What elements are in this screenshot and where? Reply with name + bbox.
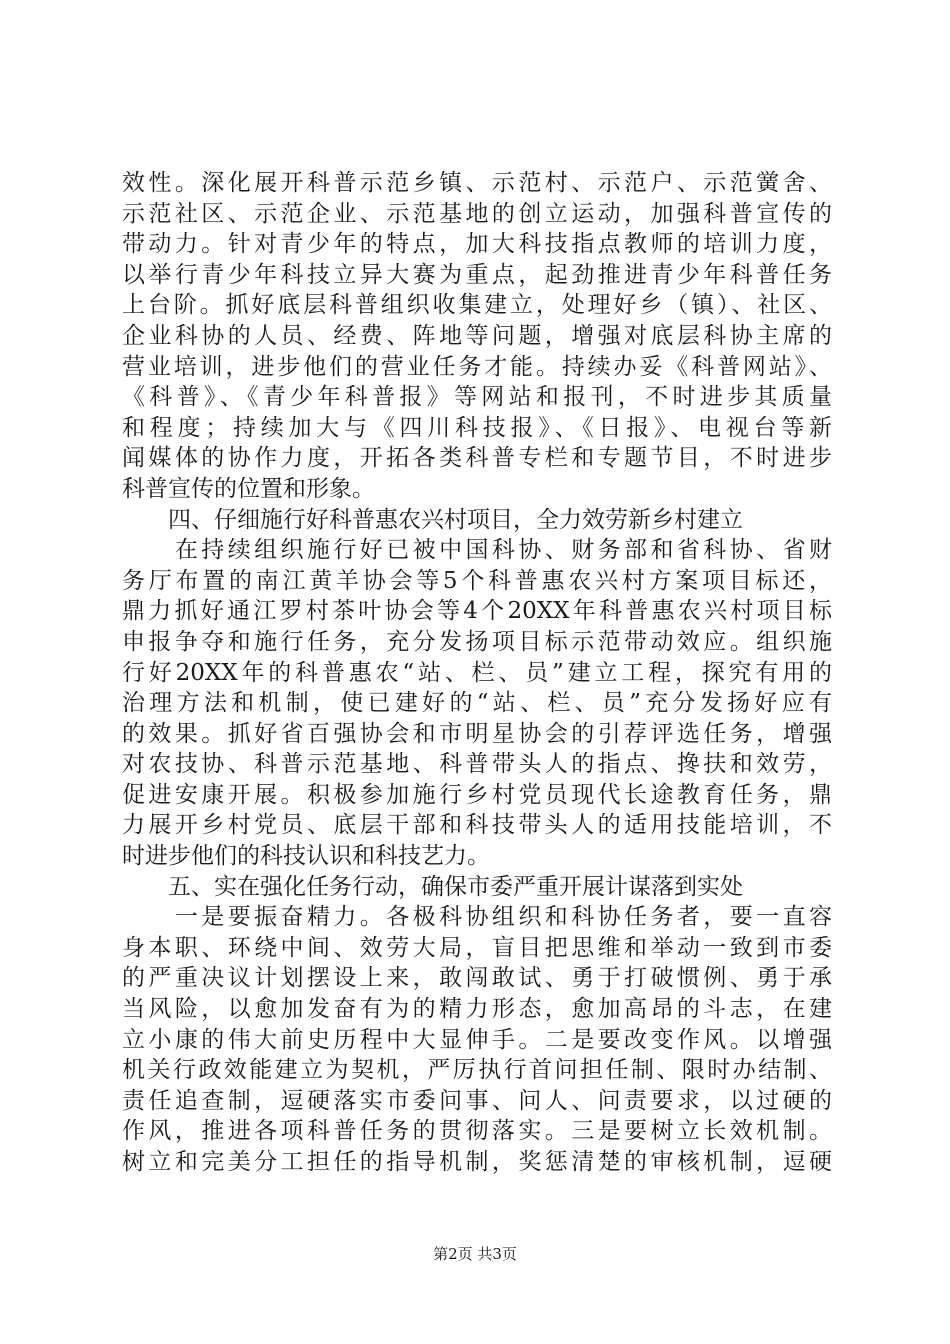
text-line: 四、仔细施行好科普惠农兴村项目，全力效劳新乡村建立 (122, 506, 743, 533)
text-line: 的效果。抓好省百强协会和市明星协会的引荐评选任务，增强 (122, 720, 832, 747)
text-line: 力展开乡村党员、底层干部和科技带头人的适用技能培训，不 (122, 812, 832, 839)
text-line: 身本职、环绕中间、效劳大局，盲目把思维和举动一致到市委 (122, 934, 832, 961)
text-line: 和程度；持续加大与《四川科技报》、《日报》、电视台等新 (122, 414, 832, 441)
text-line: 带动力。针对青少年的特点，加大科技指点教师的培训力度， (122, 231, 832, 258)
text-line: 企业科协的人员、经费、阵地等问题，增强对底层科协主席的 (122, 322, 832, 349)
text-line: 治理方法和机制，使已建好的“站、栏、员”充分发扬好应有 (122, 690, 832, 717)
text-line: 行好20XX年的科普惠农“站、栏、员”建立工程，探究有用的 (122, 659, 832, 686)
text-line: 科普宣传的位置和形象。 (122, 475, 375, 502)
text-line: 效性。深化展开科普示范乡镇、示范村、示范户、示范黉舍、 (122, 170, 832, 196)
text-line: 五、实在强化任务行动，确保市委严重开展计谋落到实处 (122, 873, 743, 900)
text-line: 责任追查制，逗硬落实市委问事、问人、问责要求，以过硬的 (122, 1087, 832, 1114)
text-line: 营业培训，进步他们的营业任务才能。持续办妥《科普网站》、 (122, 353, 832, 380)
text-line: 《科普》、《青少年科普报》等网站和报刊，不时进步其质量 (122, 384, 832, 411)
text-line: 以举行青少年科技立异大赛为重点，起劲推进青少年科普任务 (122, 261, 832, 288)
text-line: 鼎力抓好通江罗村茶叶协会等4个20XX年科普惠农兴村项目标 (122, 598, 832, 625)
text-line: 申报争夺和施行任务，充分发扬项目标示范带动效应。组织施 (122, 628, 832, 655)
text-line: 立小康的伟大前史历程中大显伸手。二是要改变作风。以增强 (122, 1026, 832, 1053)
text-line: 上台阶。抓好底层科普组织收集建立，处理好乡（镇）、社区、 (122, 292, 832, 319)
text-line: 当风险，以愈加发奋有为的精力形态，愈加高昂的斗志，在建 (122, 996, 832, 1023)
text-line: 一是要振奋精力。各极科协组织和科协任务者，要一直容 (122, 904, 832, 931)
page-footer: 第2页 共3页 (433, 1245, 517, 1263)
body-text (122, 168, 832, 1178)
text-line: 作风，推进各项科普任务的贯彻落实。三是要树立长效机制。 (122, 1118, 832, 1145)
text-line: 务厅布置的南江黄羊协会等5个科普惠农兴村方案项目标还， (122, 567, 832, 594)
text-line: 机关行政效能建立为契机，严厉执行首问担任制、限时办结制、 (122, 1057, 832, 1084)
text-line: 在持续组织施行好已被中国科协、财务部和省科协、省财 (122, 537, 832, 564)
text-line: 的严重决议计划摆设上来，敢闯敢试、勇于打破惯例、勇于承 (122, 965, 832, 992)
text-line: 示范社区、示范企业、示范基地的创立运动，加强科普宣传的 (122, 200, 832, 227)
text-line: 促进安康开展。积极参加施行乡村党员现代长途教育任务，鼎 (122, 781, 832, 808)
text-line: 树立和完美分工担任的指导机制，奖惩清楚的审核机制，逗硬 (122, 1149, 832, 1175)
text-line: 对农技协、科普示范基地、科普带头人的指点、搀扶和效劳， (122, 751, 832, 778)
text-line: 闻媒体的协作力度，开拓各类科普专栏和专题节目，不时进步 (122, 445, 832, 472)
text-line: 时进步他们的科技认识和科技艺力。 (122, 843, 490, 870)
